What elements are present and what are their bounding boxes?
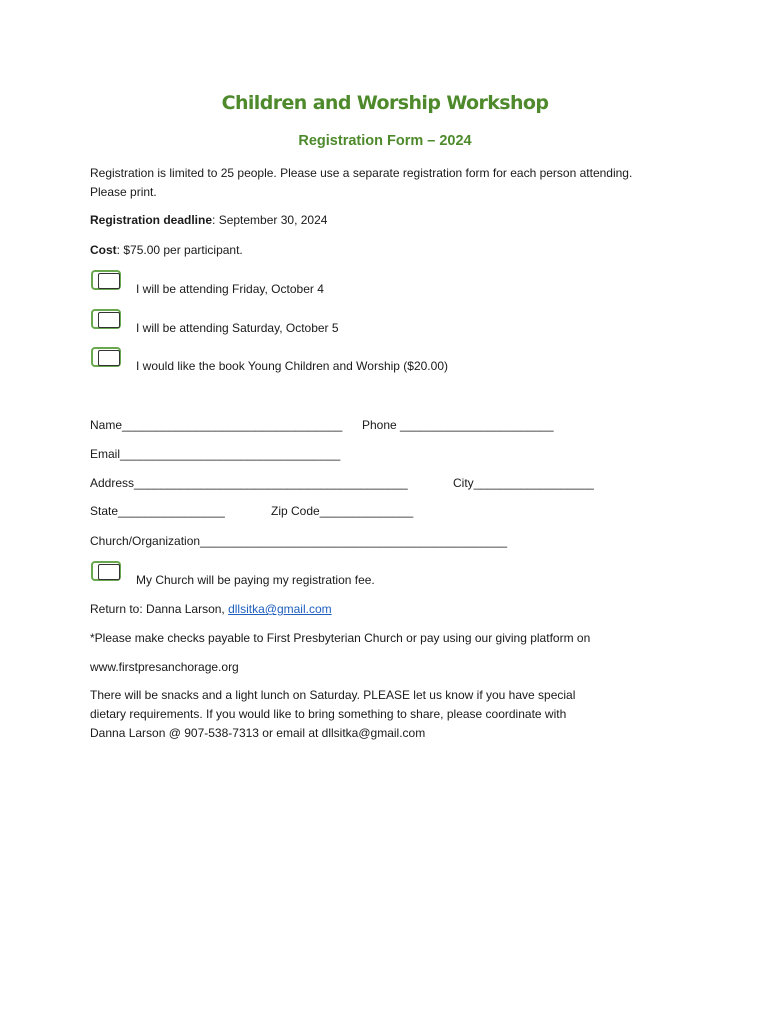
snacks-line-1: There will be snacks and a light lunch on Saturday. PLEASE let us know if you have special	[90, 688, 576, 702]
name-field[interactable]: Name_________________________________	[90, 418, 343, 432]
saturday-option-label: I will be attending Saturday, October 5	[136, 321, 339, 335]
return-to-text: Return to: Danna Larson,	[90, 602, 229, 616]
checkbox-square-icon	[98, 273, 120, 289]
city-field[interactable]: City__________________	[453, 476, 594, 490]
checkbox-square-icon	[98, 350, 120, 366]
cost-line	[90, 243, 243, 257]
checks-note: *Please make checks payable to First Presbyterian Church or pay using our giving platform on	[90, 631, 591, 645]
church-paying-label: My Church will be paying my registration fee.	[136, 573, 375, 587]
checkbox-square-icon	[98, 312, 120, 328]
return-to-line	[90, 602, 332, 616]
email-field[interactable]: Email_________________________________	[90, 447, 341, 461]
church-paying-checkbox[interactable]	[91, 561, 121, 581]
saturday-checkbox[interactable]	[91, 309, 121, 329]
friday-checkbox[interactable]	[91, 270, 121, 290]
deadline-label: Registration deadline	[90, 213, 213, 227]
snacks-line-2: dietary requirements. If you would like to bring something to share, please coordinate with	[90, 707, 567, 721]
intro-line-2: Please print.	[90, 185, 157, 199]
zip-field[interactable]: Zip Code______________	[271, 504, 414, 518]
deadline-value: : September 30, 2024	[212, 213, 328, 227]
snacks-line-3: Danna Larson @ 907-538-7313 or email at dllsitka@gmail.com	[90, 726, 426, 740]
friday-option-label: I will be attending Friday, October 4	[136, 282, 324, 296]
website-text: www.firstpresanchorage.org	[90, 660, 239, 674]
book-checkbox[interactable]	[91, 347, 121, 367]
book-option-label: I would like the book Young Children and Worship ($20.00)	[136, 359, 448, 373]
page-title: Children and Worship Workshop	[221, 92, 549, 114]
phone-field[interactable]: Phone _______________________	[362, 418, 554, 432]
cost-label: Cost	[90, 243, 117, 257]
state-field[interactable]: State________________	[90, 504, 225, 518]
checkbox-square-icon	[98, 564, 120, 580]
cost-value: : $75.00 per participant.	[116, 243, 243, 257]
contact-email-link[interactable]: dllsitka@gmail.com	[228, 602, 332, 616]
church-field[interactable]: Church/Organization______________________________________________	[90, 534, 508, 548]
page-subtitle: Registration Form – 2024	[298, 133, 472, 149]
intro-line-1: Registration is limited to 25 people. Please use a separate registration form for each person attending.	[90, 166, 633, 180]
deadline-line	[90, 213, 327, 227]
address-field[interactable]: Address_________________________________________	[90, 476, 408, 490]
